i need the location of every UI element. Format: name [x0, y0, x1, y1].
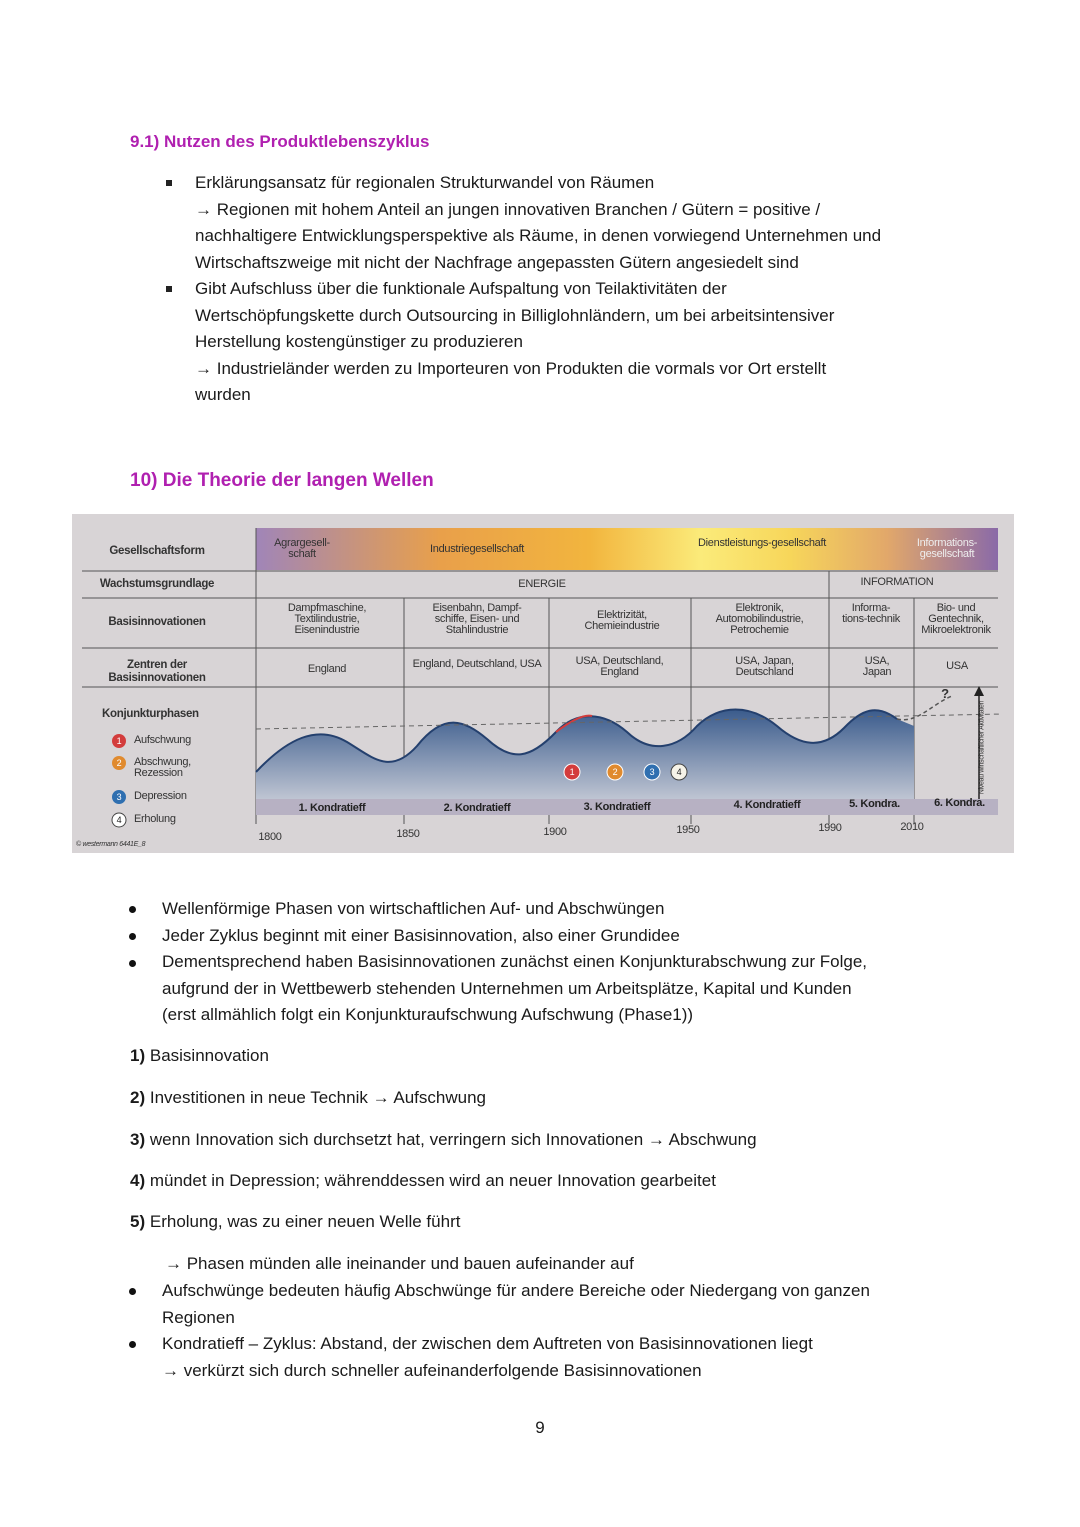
text-line: Wertschöpfungskette durch Outsourcing in Billiglohnländern, um bei arbeitsintensiver: [195, 305, 835, 325]
bullet-marker: [129, 1341, 136, 1348]
numbered-item: [130, 1171, 716, 1191]
text-line: Wirtschaftszweige mit nicht der Nachfrage angepassten Gütern angesiedelt sind: [195, 252, 799, 272]
text-line: (erst allmählich folgt ein Konjunkturaufschwung Aufschwung (Phase1)): [162, 1005, 694, 1024]
legend-label-2: Abschwung, Rezession: [134, 756, 191, 779]
text-line: Dementsprechend haben Basisinnovationen zunächst einen Konjunkturabschwung zur Folge,: [162, 952, 868, 971]
center-3: USA, Deutschland, England: [575, 655, 664, 678]
center-2: England, Deutschland, USA: [412, 658, 542, 670]
text-line: Jeder Zyklus beginnt mit einer Basisinnovation, also einer Grundidee: [162, 925, 680, 945]
year-1800: 1800: [258, 831, 282, 843]
paragraph: [162, 1278, 870, 1331]
year-1950: 1950: [676, 824, 700, 836]
numbered-item: [130, 1088, 486, 1108]
innovation-6: Bio- und Gentechnik, Mikroelektronik: [921, 602, 991, 636]
item-text: mündet in Depression; währenddessen wird an neuer Innovation gearbeitet: [149, 1171, 716, 1190]
legend-number-3: 3: [116, 792, 122, 802]
row-label-society: Gesellschaftsform: [109, 545, 205, 557]
text-line: Regionen: [162, 1307, 235, 1327]
text-line: Erklärungsansatz für regionalen Strukturwandel von Räumen: [195, 173, 655, 192]
numbered-item: [130, 1130, 757, 1150]
text-line: Herstellung kostengünstiger zu produzieren: [195, 332, 523, 351]
numbered-item: [130, 1046, 269, 1066]
item-text: Erholung, was zu einer neuen Welle führt: [149, 1212, 461, 1231]
year-2010: 2010: [900, 821, 924, 833]
legend-label-4: Erholung: [134, 813, 176, 825]
text-line: → verkürzt sich durch schneller aufeinanderfolgende Basisinnovationen: [162, 1360, 702, 1380]
bullet-marker: [129, 933, 136, 940]
item-number: 4): [130, 1171, 146, 1190]
society-agrarian: Agrargesell-schaft: [274, 537, 330, 560]
page-number: 9: [535, 1418, 545, 1437]
bullet-marker: [129, 1288, 136, 1295]
kondratieff-3: 3. Kondratieff: [583, 801, 651, 813]
kondratieff-6: 6. Kondra.: [934, 797, 985, 809]
phase-number-1: 1: [569, 767, 575, 777]
paragraph: [162, 1331, 813, 1384]
text-line: aufgrund der in Wettbewerb stehenden Unternehmen um Arbeitsplätze, Kapital und Kunden: [162, 978, 852, 998]
text-line: nachhaltigere Entwicklungsperspektive als Räume, in denen vorwiegend Unternehmen und: [195, 226, 882, 245]
legend-number-4: 4: [116, 815, 122, 825]
long-waves-diagram: [72, 514, 1014, 853]
text-line: Wellenförmige Phasen von wirtschaftlichen Auf- und Abschwüngen: [162, 899, 665, 918]
legend-number-2: 2: [116, 758, 122, 768]
item-number: 5): [130, 1212, 146, 1231]
phase-number-3: 3: [649, 767, 655, 777]
question-mark: ?: [941, 686, 949, 701]
bullet-marker: [129, 960, 136, 967]
row-label-growth: Wachstumsgrundlage: [99, 578, 215, 590]
row-label-innovations: Basisinnovationen: [108, 616, 206, 628]
center-4: USA, Japan, Deutschland: [735, 655, 794, 678]
wave-area: [256, 710, 914, 807]
axis-label: Niveau wirtschaftlicher Aktivitäten: [978, 700, 986, 795]
innovation-1: Dampfmaschine, Textilindustrie, Eisenindustrie: [287, 602, 367, 636]
legend-number-1: 1: [116, 736, 122, 746]
year-1900: 1900: [543, 826, 567, 838]
growth-information: INFORMATION: [860, 576, 934, 588]
society-band: [256, 528, 998, 570]
year-1850: 1850: [396, 828, 420, 840]
society-industrial: Industriegesellschaft: [430, 543, 524, 555]
text-line: wurden: [195, 385, 251, 404]
paragraph: [195, 170, 881, 276]
legend-label-3: Depression: [134, 790, 187, 802]
arrow-line: → Phasen münden alle ineinander und bauen aufeinander auf: [165, 1254, 634, 1273]
society-information: Informations-gesellschaft: [916, 537, 978, 560]
paragraph: [162, 896, 867, 1029]
item-text: Basisinnovation: [149, 1046, 269, 1065]
innovation-4: Elektronik, Automobilindustrie, Petrochemie: [715, 602, 804, 636]
item-text: Investitionen in neue Technik → Aufschwung: [149, 1088, 486, 1107]
phase-number-2: 2: [612, 767, 618, 777]
text-line: → Regionen mit hohem Anteil an jungen innovativen Branchen / Gütern = positive /: [195, 199, 821, 219]
kondratieff-4: 4. Kondratieff: [733, 799, 801, 811]
item-number: 2): [130, 1088, 146, 1107]
legend-label-1: Aufschwung: [134, 734, 191, 746]
section-heading-9-1: 9.1) Nutzen des Produktlebenszyklus: [130, 132, 430, 151]
text-line: Aufschwünge bedeuten häufig Abschwünge für andere Bereiche oder Niedergang von ganzen: [162, 1281, 870, 1300]
year-1990: 1990: [818, 822, 842, 834]
row-label-centers: Zentren der Basisinnovationen: [108, 659, 206, 684]
numbered-item: [130, 1212, 460, 1232]
society-service: Dienstleistungs-gesellschaft: [698, 537, 826, 549]
kondratieff-2: 2. Kondratieff: [443, 802, 511, 814]
center-6: USA: [946, 660, 968, 672]
growth-energy: ENERGIE: [518, 578, 566, 590]
kondratieff-1: 1. Kondratieff: [298, 802, 366, 814]
bullet-marker: [129, 906, 136, 913]
bullet-marker: [166, 180, 172, 186]
center-1: England: [307, 663, 347, 675]
bullet-marker: [166, 286, 172, 292]
text-line: Kondratieff – Zyklus: Abstand, der zwischen dem Auftreten von Basisinnovationen liegt: [162, 1334, 813, 1353]
innovation-2: Eisenbahn, Dampf-schiffe, Eisen- und Stahlindustrie: [432, 602, 522, 636]
innovation-3: Elektrizität, Chemieindustrie: [584, 609, 660, 632]
item-number: 1): [130, 1046, 146, 1065]
copyright: © westermann 6441E_8: [76, 841, 146, 848]
row-label-phases: Konjunkturphasen: [102, 708, 199, 720]
center-5: USA, Japan: [862, 655, 892, 678]
kondratieff-5: 5. Kondra.: [849, 798, 900, 810]
innovation-5: Informa-tions-technik: [842, 602, 900, 625]
item-number: 3): [130, 1130, 146, 1149]
text-line: → Industrieländer werden zu Importeuren von Produkten die vormals vor Ort erstellt: [195, 358, 827, 378]
phase-number-4: 4: [676, 767, 682, 777]
item-text: wenn Innovation sich durchsetzt hat, verringern sich Innovationen → Abschwung: [149, 1130, 757, 1149]
text-line: Gibt Aufschluss über die funktionale Aufspaltung von Teilaktivitäten der: [195, 279, 727, 298]
paragraph: [195, 276, 834, 409]
section-heading-10: 10) Die Theorie der langen Wellen: [130, 470, 434, 491]
